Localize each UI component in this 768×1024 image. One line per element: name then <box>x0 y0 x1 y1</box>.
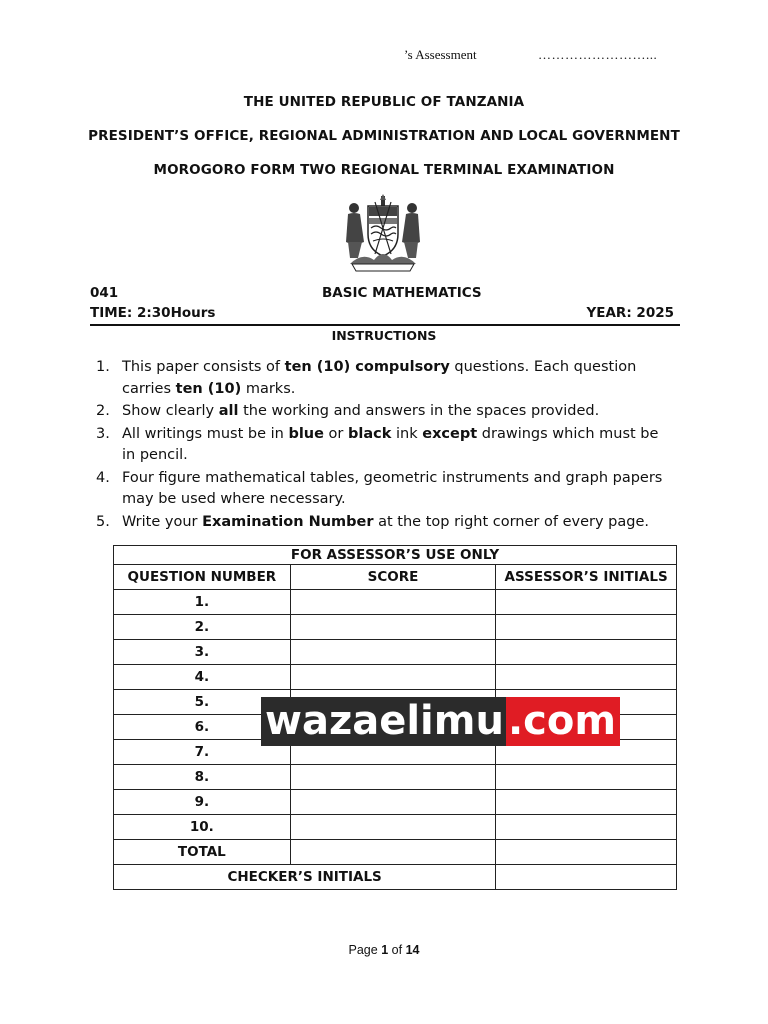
instruction-text: Four figure mathematical tables, geometric instruments and graph papers may be used where necessary. <box>122 469 663 507</box>
total-initials-cell[interactable] <box>496 840 677 865</box>
assessor-table-title-row <box>114 546 677 565</box>
instruction-bold: ten (10) compulsory <box>284 359 450 375</box>
instructions-list <box>96 357 676 534</box>
initials-cell[interactable] <box>496 815 677 840</box>
question-number-cell: 8. <box>114 765 291 790</box>
initials-cell[interactable] <box>496 790 677 815</box>
paper-year: YEAR: 2025 <box>586 305 674 321</box>
table-row <box>114 590 677 615</box>
instruction-text: All writings must be in <box>122 425 289 442</box>
table-row <box>114 765 677 790</box>
question-number-cell: 4. <box>114 665 291 690</box>
instruction-number: 4. <box>96 469 110 486</box>
instruction-text: the working and answers in the spaces provided. <box>238 403 600 419</box>
instruction-item <box>96 424 676 467</box>
checker-row <box>114 865 677 890</box>
title-republic: THE UNITED REPUBLIC OF TANZANIA <box>243 94 525 110</box>
instruction-number: 2. <box>96 403 110 419</box>
instruction-item <box>96 512 676 534</box>
total-row <box>114 840 677 865</box>
header-score: SCORE <box>290 565 496 590</box>
instruction-text: drawings which must be in pencil. <box>122 425 659 463</box>
watermark-logo[interactable] <box>261 697 620 746</box>
question-number-cell: 1. <box>114 590 291 615</box>
assessor-table-title: FOR ASSESSOR’S USE ONLY <box>114 546 677 565</box>
score-cell[interactable] <box>290 765 496 790</box>
instruction-text: questions. Each question carries <box>122 359 637 397</box>
paper-code: 041 <box>90 285 119 301</box>
page-word: Page <box>348 943 378 957</box>
total-label: TOTAL <box>114 840 291 865</box>
assessor-table-header-row <box>114 565 677 590</box>
score-cell[interactable] <box>290 665 496 690</box>
instruction-bold: ten (10) <box>175 380 242 397</box>
table-row <box>114 815 677 840</box>
instruction-text: at the top right corner of every page. <box>373 513 649 530</box>
total-score-cell[interactable] <box>290 840 496 865</box>
instruction-number: 5. <box>96 513 110 530</box>
initials-cell[interactable] <box>496 615 677 640</box>
instruction-text: Write your <box>122 513 203 530</box>
header-assessor-initials: ASSESSOR’S INITIALS <box>496 565 677 590</box>
title-presidents-office: PRESIDENT’S OFFICE, REGIONAL ADMINISTRATION AND LOCAL GOVERNMENT <box>88 128 680 144</box>
instruction-text: This paper consists of <box>122 359 285 375</box>
initials-cell[interactable] <box>496 640 677 665</box>
instruction-bold: blue <box>288 425 324 442</box>
page-total: 14 <box>405 943 420 957</box>
page-number: 1 <box>381 943 389 957</box>
question-number-cell: 5. <box>114 690 291 715</box>
paper-code-row <box>90 285 674 303</box>
of-word: of <box>391 943 403 957</box>
header-divider <box>90 324 680 326</box>
instruction-item <box>96 357 676 400</box>
page-footer <box>0 943 768 957</box>
instruction-text: or <box>323 425 349 442</box>
title-examination: MOROGORO FORM TWO REGIONAL TERMINAL EXAMINATION <box>153 162 615 178</box>
instruction-item <box>96 401 676 423</box>
paper-time: TIME: 2:30Hours <box>90 305 216 321</box>
assessment-dots: ……………………... <box>538 47 658 62</box>
watermark-logo-domain: .com <box>506 697 620 746</box>
score-cell[interactable] <box>290 815 496 840</box>
paper-time-row <box>90 305 674 323</box>
question-number-cell: 7. <box>114 740 291 765</box>
instruction-bold: except <box>422 425 478 442</box>
instruction-bold: all <box>218 403 239 419</box>
initials-cell[interactable] <box>496 590 677 615</box>
question-number-cell: 3. <box>114 640 291 665</box>
question-number-cell: 6. <box>114 715 291 740</box>
checker-initials-cell[interactable] <box>496 865 677 890</box>
paper-subject: BASIC MATHEMATICS <box>322 285 482 301</box>
instruction-number: 3. <box>96 425 110 442</box>
checker-initials-label: CHECKER’S INITIALS <box>114 865 496 890</box>
initials-cell[interactable] <box>496 765 677 790</box>
table-row <box>114 665 677 690</box>
header-question-number: QUESTION NUMBER <box>114 565 291 590</box>
assessment-label: ’s Assessment <box>404 47 477 62</box>
question-number-cell: 9. <box>114 790 291 815</box>
table-row <box>114 640 677 665</box>
instruction-bold: black <box>348 425 392 442</box>
score-cell[interactable] <box>290 640 496 665</box>
instruction-bold: Examination Number <box>202 513 374 530</box>
coat-of-arms-icon <box>340 194 426 272</box>
initials-cell[interactable] <box>496 665 677 690</box>
table-row <box>114 615 677 640</box>
table-row <box>114 790 677 815</box>
watermark-logo-name: wazaelimu <box>261 697 506 746</box>
instruction-text: marks. <box>241 380 296 397</box>
question-number-cell: 10. <box>114 815 291 840</box>
score-cell[interactable] <box>290 615 496 640</box>
score-cell[interactable] <box>290 590 496 615</box>
instruction-text: Show clearly <box>122 403 219 419</box>
instruction-item <box>96 468 676 511</box>
question-number-cell: 2. <box>114 615 291 640</box>
assessment-header <box>0 46 768 66</box>
instruction-text: ink <box>391 425 423 442</box>
instructions-title: INSTRUCTIONS <box>331 328 437 343</box>
score-cell[interactable] <box>290 790 496 815</box>
instruction-number: 1. <box>96 359 110 375</box>
